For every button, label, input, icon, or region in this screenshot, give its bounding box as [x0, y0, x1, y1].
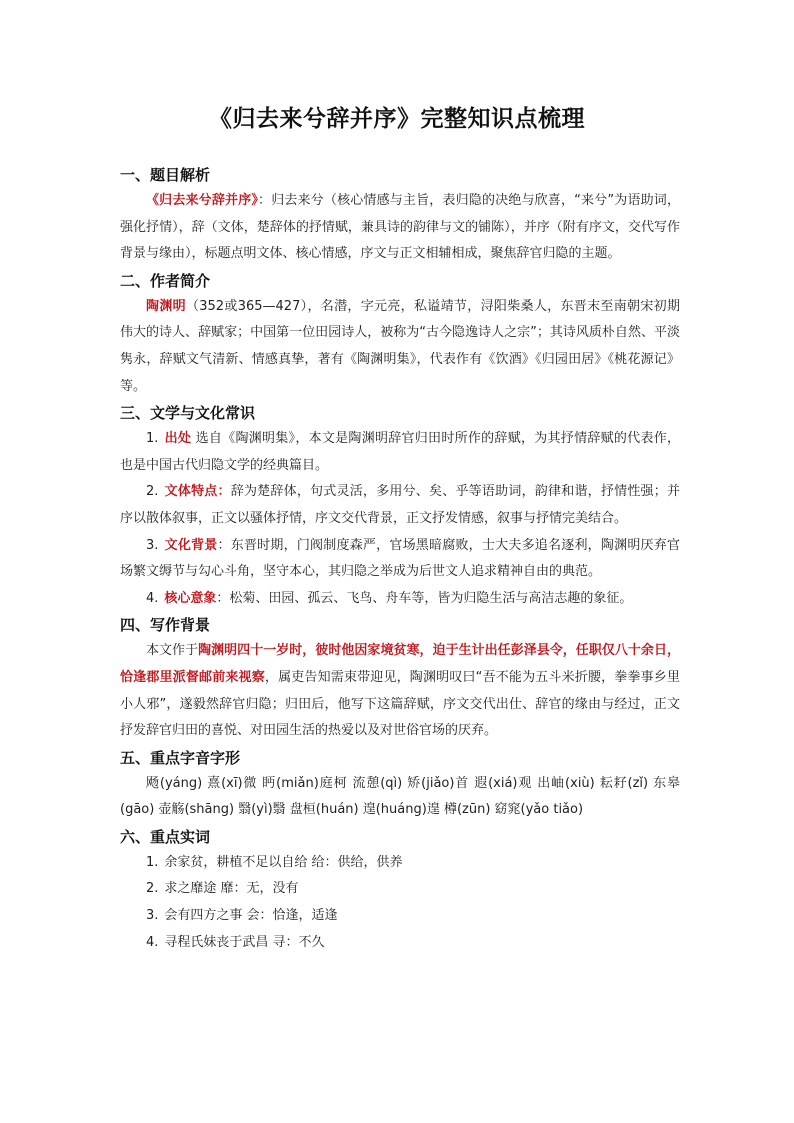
- list-item-number: 4.: [146, 934, 159, 950]
- section-heading-1: 一、题目解析: [120, 166, 211, 184]
- list-item: [120, 426, 680, 479]
- list-item-term: 文体特点：: [164, 484, 231, 500]
- document-body: [120, 162, 680, 956]
- list-item-term: 文化背景: [164, 537, 218, 553]
- list-item-text: 求之靡途 靡：无，没有: [164, 881, 299, 897]
- list-item-text: 会有四方之事 会：恰逢，适逢: [164, 908, 338, 924]
- list-item-text: ：东晋时期，门阀制度森严，官场黑暗腐败，士大夫多追名逐利，陶渊明厌弃官场繁文缛节与勾心斗角，坚守本心，其归隐之举成为后世文人追求精神自由的典范。: [120, 537, 680, 580]
- list-item-number: 2.: [146, 881, 159, 897]
- section-5-paragraph: 飏(yáng) 熹(xī)微 眄(miǎn)庭柯 流憩(qì) 矫(jiǎo)首 遐(xiá)观 出岫(xiù) 耘耔(zǐ) 东皋(gāo) 壶觞(shāng) 翳(yì)翳 盘桓(huán) 遑(huáng)遑 樽(zūn) 窈窕(yǎo tiǎo): [120, 775, 680, 818]
- section-heading-3: 三、文学与文化常识: [120, 404, 256, 423]
- list-item-number: 4.: [146, 590, 159, 606]
- list-item-term: 出处: [164, 431, 192, 447]
- list-item: [120, 850, 680, 877]
- list-item: [120, 876, 680, 903]
- list-item-text: 余家贫，耕植不足以自给 给：供给，供养: [164, 854, 403, 870]
- list-item-term: 核心意象: [164, 590, 217, 606]
- list-item-number: 1.: [146, 431, 159, 447]
- section-4-pre: 本文作于: [146, 643, 199, 659]
- section-4-post: ，属吏告知需束带迎见，陶渊明叹曰“吾不能为五斗米折腰，拳拳事乡里小人邪”，遂毅然辞官归隐；归田后，他写下这篇辞赋，序文交代出仕、辞官的缘由与经过，正文抒发辞官归田的喜悦、对田园生活的热爱以及对世俗官场的厌弃。: [120, 669, 680, 739]
- section-2-term: 陶渊明: [146, 298, 186, 314]
- list-item-number: 2.: [146, 484, 159, 500]
- section-2-paragraph: [120, 294, 680, 400]
- page-title: 《归去来兮辞并序》完整知识点梳理: [209, 106, 585, 132]
- list-item: [120, 930, 680, 957]
- section-heading-2: 二、作者简介: [120, 271, 211, 290]
- list-item-number: 3.: [146, 537, 159, 553]
- list-item-text: 辞为楚辞体，句式灵活，多用兮、矣、乎等语助词，韵律和谐，抒情性强；并序以散体叙事，正文以骚体抒情，序文交代背景，正文抒发情感，叙事与抒情完美结合。: [120, 484, 680, 526]
- section-heading-6: 六、重点实词: [120, 827, 211, 846]
- section-1-term: 《归去来兮辞并序》: [146, 193, 259, 208]
- section-4-highlight: 陶渊明四十一岁时，彼时他因家境贫寒，迫于生计出任彭泽县令，任职仅八十余日，恰逢郡里派督邮前来视察: [120, 643, 680, 685]
- section-4-paragraph: [120, 638, 680, 744]
- list-item: [120, 479, 680, 532]
- list-item-text: 选自《陶渊明集》，本文是陶渊明辞官归田时所作的辞赋，为其抒情辞赋的代表作，也是中国古代归隐文学的经典篇目。: [120, 431, 680, 473]
- list-item-number: 3.: [146, 908, 159, 924]
- list-item-text: 寻程氏妹丧于武昌 寻：不久: [164, 934, 325, 950]
- section-1-text: ：归去来兮（核心情感与主旨，表归隐的决绝与欣喜，“来兮”为语助词，强化抒情），辞（文体，楚辞体的抒情赋，兼具诗的韵律与文的铺陈），并序（附有序文，交代写作背景与缘由），标题点明文体、核心情感，序文与正文相辅相成，聚焦辞官归隐的主题。: [120, 193, 680, 262]
- section-heading-5: 五、重点字音字形: [120, 748, 241, 767]
- list-item-text: ：松菊、田园、孤云、飞鸟、舟车等，皆为归隐生活与高洁志趣的象征。: [216, 590, 633, 606]
- list-item: [120, 586, 680, 613]
- section-heading-4: 四、写作背景: [120, 616, 211, 635]
- section-2-text: （352或365—427），名潜，字元亮，私谥靖节，浔阳柴桑人，东晋末至南朝宋初期伟大的诗人、辞赋家；中国第一位田园诗人，被称为“古今隐逸诗人之宗”；其诗风质朴自然、平淡隽永，辞赋文气清新、情感真挚，著有《陶渊明集》，代表作有《饮酒》《归园田居》《桃花源记》等。: [120, 298, 680, 394]
- section-1-paragraph: [120, 188, 680, 268]
- list-item-number: 1.: [146, 854, 159, 870]
- list-item: [120, 533, 680, 586]
- list-item: [120, 903, 680, 930]
